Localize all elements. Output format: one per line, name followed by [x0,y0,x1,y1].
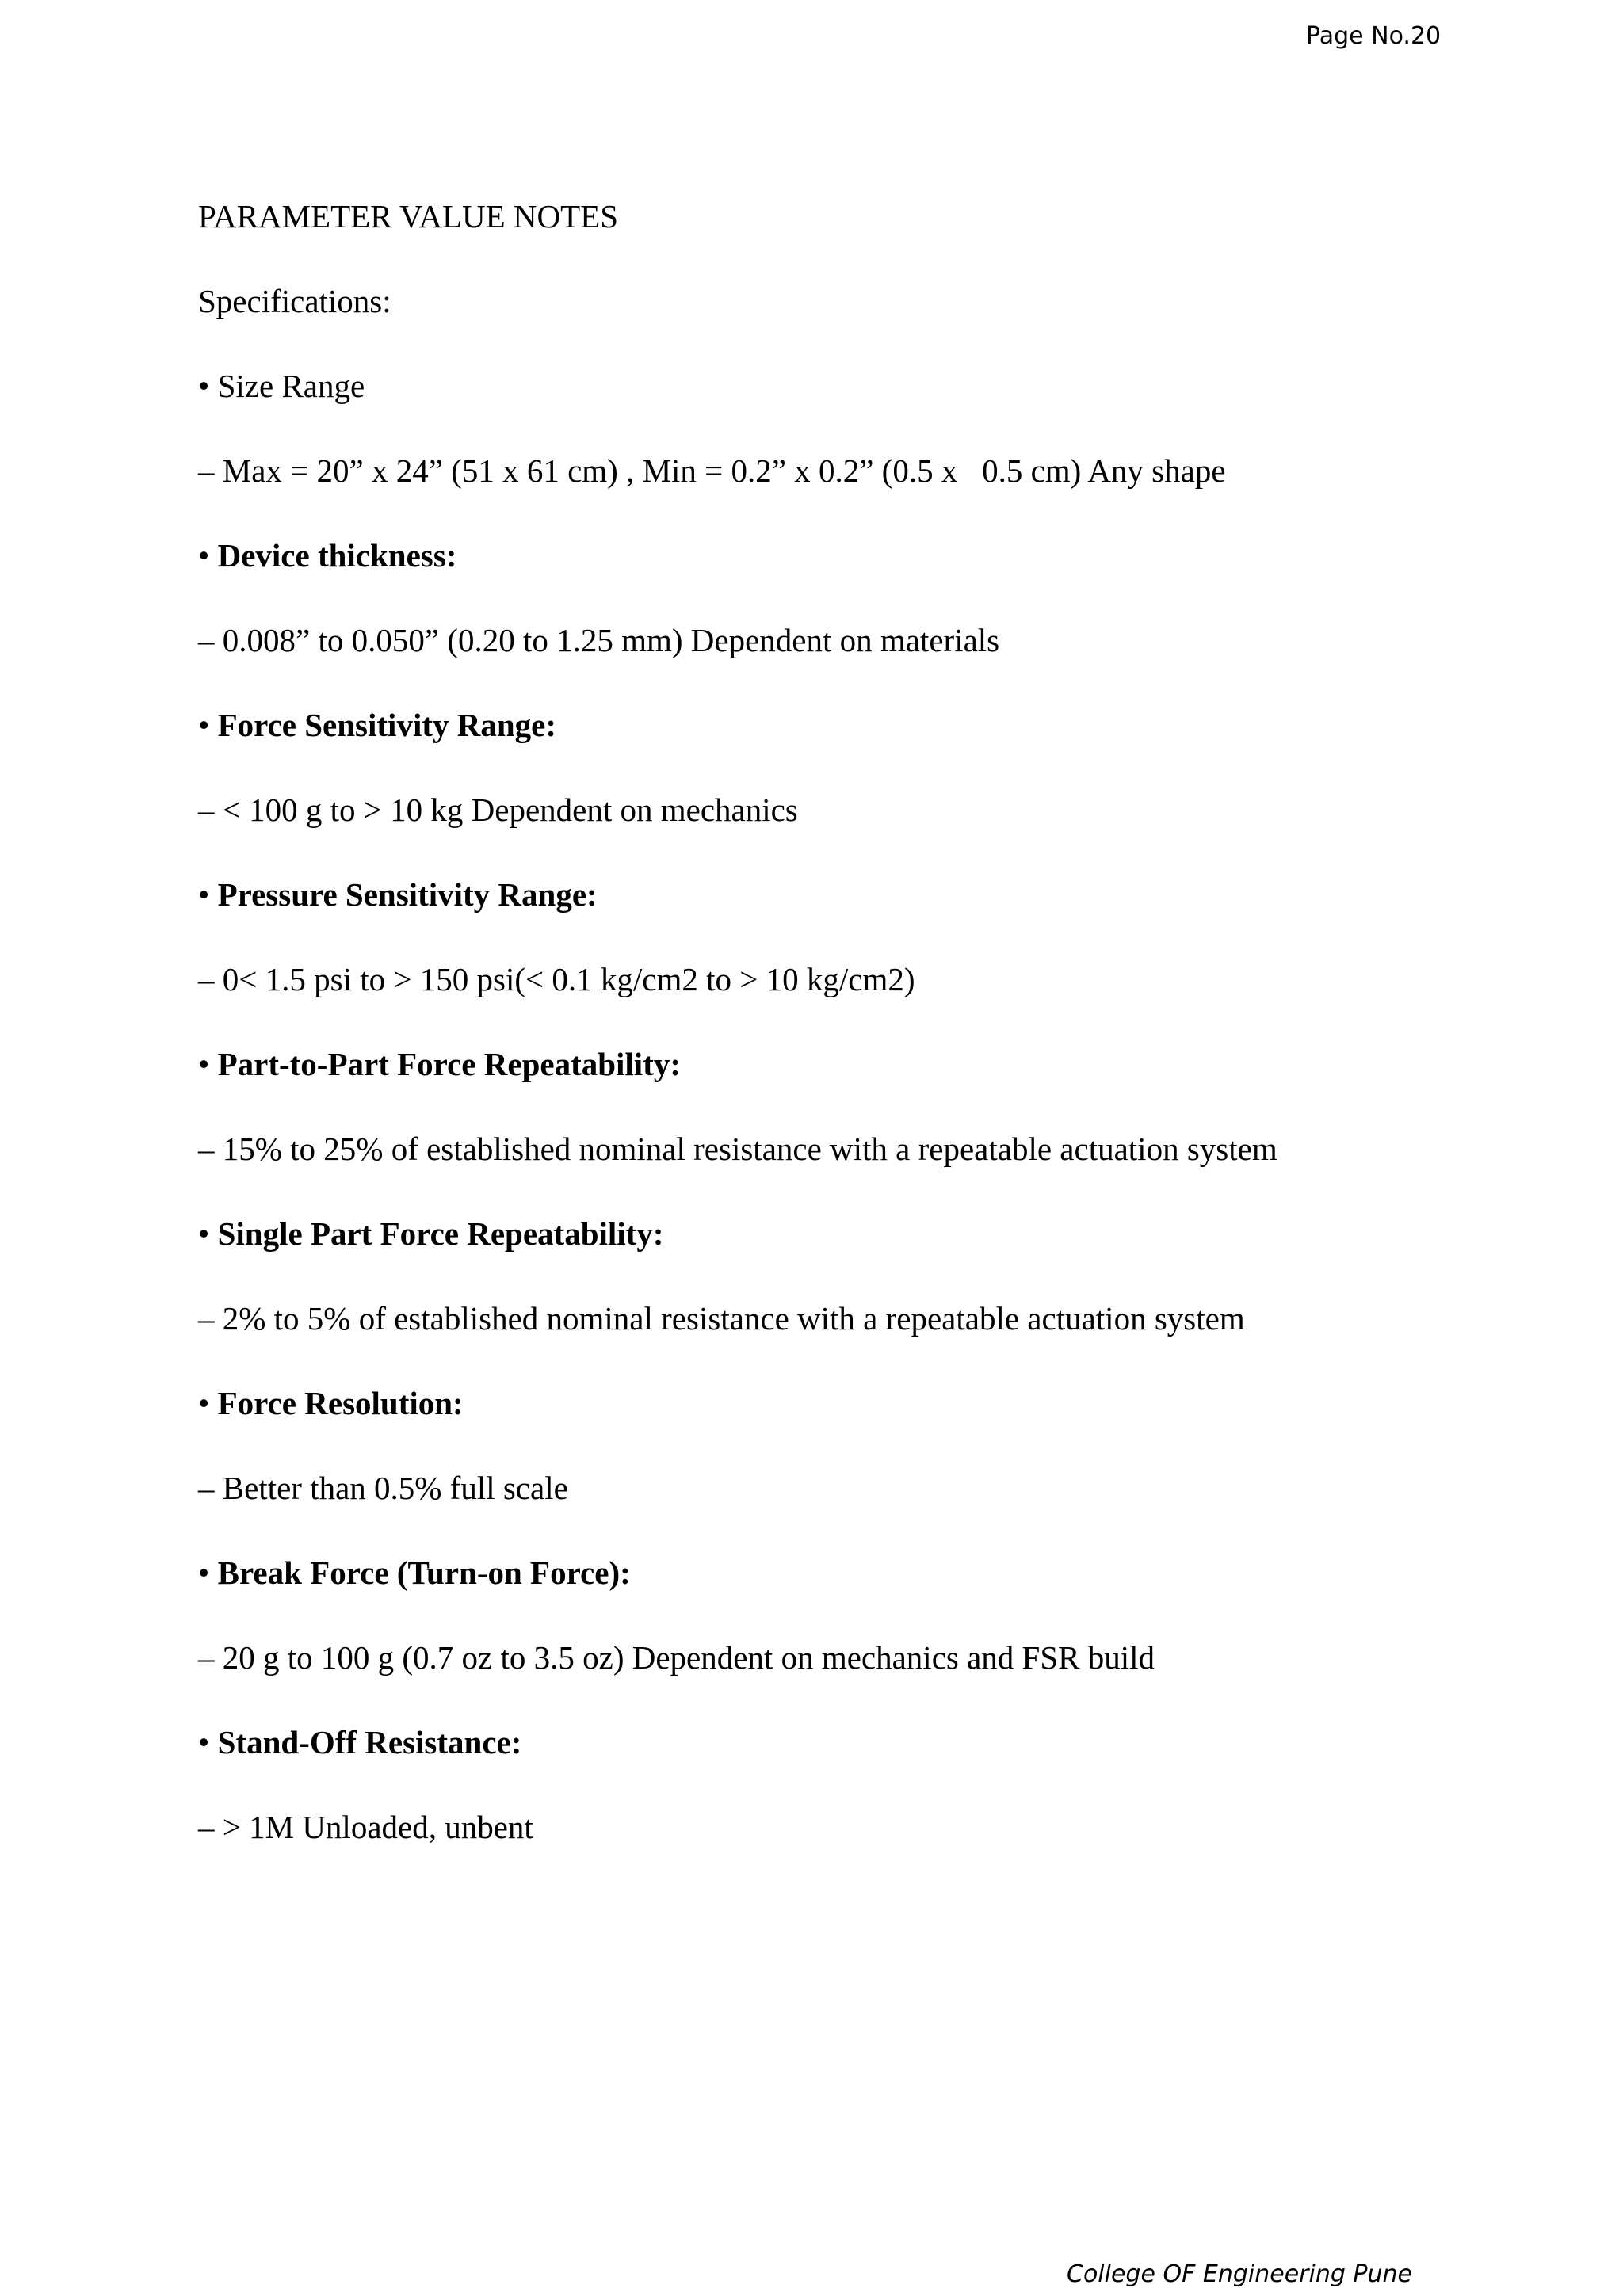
spec-label: Force Sensitivity Range: [217,707,557,743]
spec-value: 15% to 25% of established nominal resistance with a repeatable actuation system [222,1131,1277,1167]
section-heading: Specifications: [198,283,391,319]
spec-label-size-range [198,366,365,406]
bullet: • [198,1215,210,1252]
spec-value-size-range [198,451,1226,490]
bullet: • [198,537,210,574]
spec-value-force-resolution [198,1468,568,1508]
spec-label-single-part [198,1214,663,1253]
spec-value-pressure-sensitivity [198,959,915,999]
spec-value: 2% to 5% of established nominal resistance with a repeatable actuation system [222,1300,1245,1337]
bullet: • [198,707,210,743]
page-footer: College OF Engineering Pune [1067,2260,1412,2288]
spec-label-force-sensitivity [198,705,556,745]
dash: – [198,622,215,658]
spec-label-stand-off [198,1722,521,1762]
dash: – [198,961,215,997]
spec-label: Size Range [217,368,365,404]
dash: – [198,791,215,828]
spec-value-break-force [198,1638,1155,1677]
page-number: Page No.20 [1306,22,1442,50]
bullet: • [198,876,210,913]
spec-value: 0.008” to 0.050” (0.20 to 1.25 mm) Dependent on materials [222,622,1000,658]
spec-value-single-part [198,1299,1245,1338]
spec-value-device-thickness [198,620,999,660]
document-title: PARAMETER VALUE NOTES [198,198,619,235]
bullet: • [198,368,210,404]
spec-value: 0< 1.5 psi to > 150 psi(< 0.1 kg/cm2 to > 10 kg/cm2) [222,961,915,997]
spec-value: Better than 0.5% full scale [222,1470,568,1506]
spec-label: Pressure Sensitivity Range: [217,876,598,913]
spec-label-device-thickness [198,536,456,575]
spec-value-part-to-part [198,1129,1277,1169]
dash: – [198,452,215,489]
bullet: • [198,1046,210,1082]
spec-value-stand-off [198,1807,533,1847]
bullet: • [198,1554,210,1591]
spec-value: < 100 g to > 10 kg Dependent on mechanics [222,791,798,828]
spec-value-force-sensitivity [198,790,798,830]
spec-label-pressure-sensitivity [198,875,598,914]
spec-value: > 1M Unloaded, unbent [222,1809,533,1845]
spec-label: Part-to-Part Force Repeatability: [217,1046,681,1082]
spec-value: 20 g to 100 g (0.7 oz to 3.5 oz) Dependent on mechanics and FSR build [222,1639,1155,1676]
spec-label: Force Resolution: [217,1385,464,1421]
spec-label-part-to-part [198,1044,681,1084]
spec-label: Stand-Off Resistance: [217,1724,522,1760]
dash: – [198,1300,215,1337]
spec-label-force-resolution [198,1383,464,1423]
spec-value: Max = 20” x 24” (51 x 61 cm) , Min = 0.2” x 0.2” (0.5 x 0.5 cm) Any shape [222,452,1226,489]
dash: – [198,1131,215,1167]
spec-label-break-force [198,1553,631,1592]
dash: – [198,1470,215,1506]
bullet: • [198,1724,210,1760]
spec-label: Device thickness: [217,537,457,574]
spec-label: Break Force (Turn-on Force): [217,1554,631,1591]
dash: – [198,1809,215,1845]
bullet: • [198,1385,210,1421]
spec-label: Single Part Force Repeatability: [217,1215,664,1252]
dash: – [198,1639,215,1676]
